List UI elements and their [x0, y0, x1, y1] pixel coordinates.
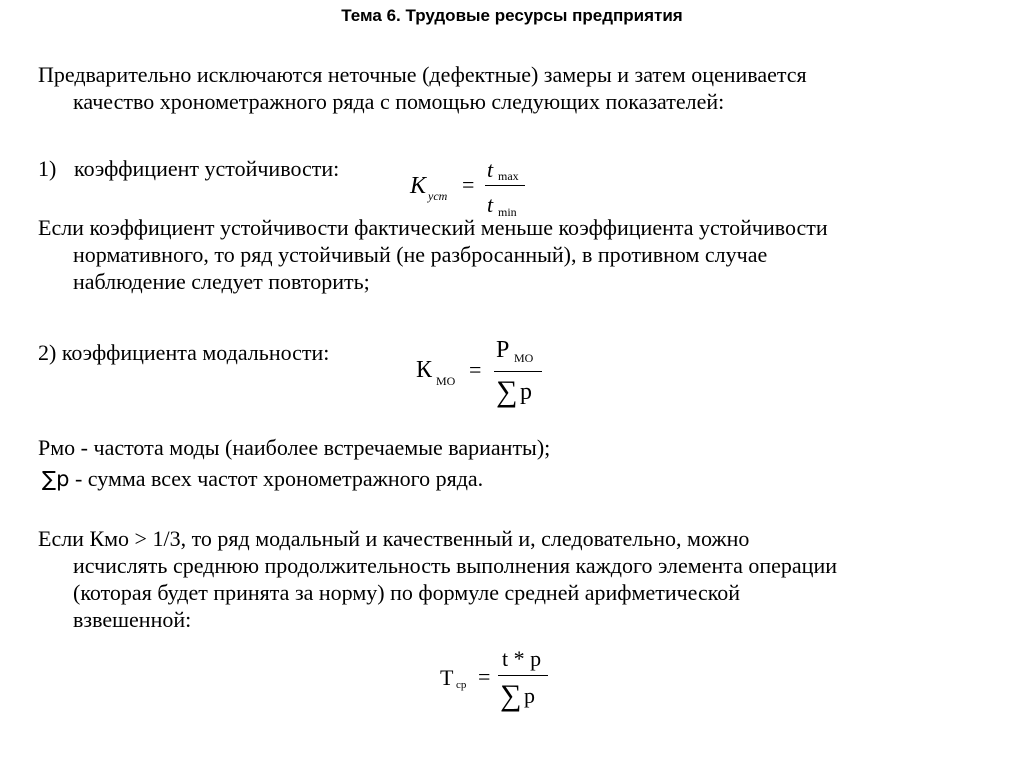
sum-text: - сумма всех частот хронометражного ряда. [69, 466, 484, 491]
t-subscript: ср [456, 679, 467, 691]
sum-symbol: ∑p [42, 467, 70, 491]
k-symbol: К [416, 357, 433, 383]
numerator-t: t [487, 157, 494, 182]
page-title: Тема 6. Трудовые ресурсы предприятия [341, 6, 683, 25]
equals-sign: = [469, 357, 482, 382]
modal-line-4: взвешенной: [73, 607, 192, 632]
item1-number: 1) [38, 156, 57, 181]
stability-formula [410, 155, 540, 220]
sum-definition [42, 465, 483, 493]
sum-symbol: ∑ [496, 375, 518, 408]
modal-line-2: исчислять среднюю продолжительность выполнения каждого элемента операции [73, 553, 837, 578]
stability-note [38, 214, 980, 295]
modal-note [38, 525, 980, 633]
modal-line-3: (которая будет принята за норму) по формуле средней арифметической [73, 580, 741, 605]
numerator-sub: max [498, 169, 519, 183]
pmo-definition [38, 434, 550, 461]
t-symbol: Т [440, 665, 454, 690]
intro-line-1: Предварительно исключаются неточные (дефектные) замеры и затем оценивается [38, 62, 807, 87]
fraction-bar [485, 185, 525, 186]
numerator-p: Р [496, 337, 510, 363]
stability-line-3: наблюдение следует повторить; [73, 269, 370, 294]
denominator-p: p [524, 683, 535, 708]
pmo-symbol: Рмо [38, 435, 76, 460]
intro-line-2: качество хронометражного ряда с помощью следующих показателей: [73, 89, 725, 114]
denominator-t: t [487, 192, 494, 217]
modality-formula [416, 335, 556, 415]
numerator-tp: t * p [502, 646, 542, 671]
equals-sign: = [462, 172, 475, 197]
denominator-sub: min [498, 205, 517, 219]
fraction-bar [498, 675, 548, 676]
numerator-sub: МО [514, 351, 534, 365]
k-subscript: уст [428, 189, 448, 203]
equals-sign: = [478, 664, 491, 689]
intro-paragraph [38, 61, 980, 115]
fraction-bar [494, 371, 542, 372]
modal-line-1: Если Кмо > 1/3, то ряд модальный и качественный и, следовательно, можно [38, 526, 750, 551]
k-subscript: МО [436, 374, 456, 388]
average-time-formula [440, 645, 580, 725]
item2-label: 2) коэффициента модальности: [38, 340, 330, 365]
stability-line-1: Если коэффициент устойчивости фактический меньше коэффициента устойчивости [38, 215, 828, 240]
denominator-p: p [520, 379, 532, 405]
pmo-text: - частота моды (наиболее встречаемые варианты); [75, 435, 551, 460]
sum-symbol: ∑ [500, 679, 522, 712]
k-symbol: К [410, 173, 426, 199]
item1-label: коэффициент устойчивости: [74, 156, 340, 181]
stability-line-2: нормативного, то ряд устойчивый (не разбросанный), в противном случае [73, 242, 768, 267]
